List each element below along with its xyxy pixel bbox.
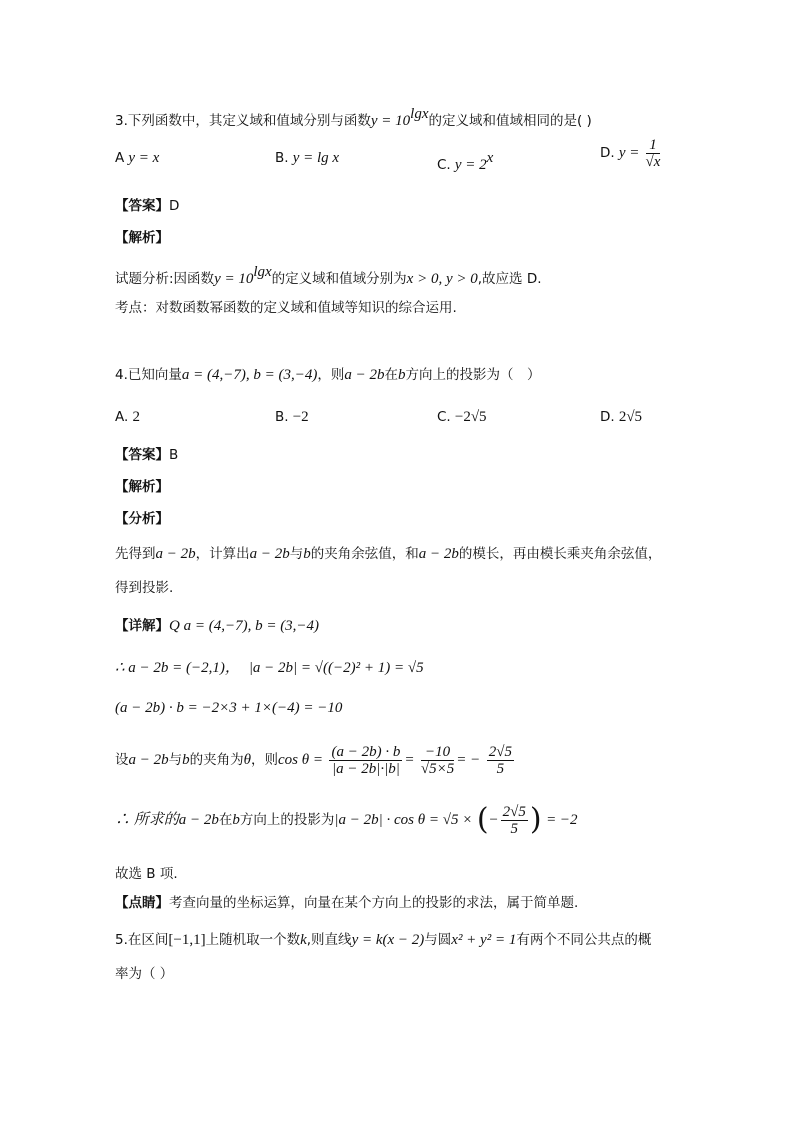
- q4-fenxi-tag: 【分析】: [115, 511, 169, 527]
- q4-detail-line2: ∴ a − 2b = (−2,1)， |a − 2b| = √((−2)² + 1) = √5: [115, 660, 424, 676]
- q4-detail-line3: (a − 2b) · b = −2×3 + 1×(−4) = −10: [115, 700, 343, 716]
- q4-cos-fraction-3: $\frac{2√5}{5}$: [488, 743, 512, 777]
- q3-answer: 【答案】D: [115, 198, 180, 214]
- q3-option-d: D. y = $\frac{1}{√x}$: [600, 137, 661, 170]
- q3-analysis-line2: 考点：对数函数幂函数的定义域和值域等知识的综合运用.: [115, 300, 457, 316]
- q4-answer: 【答案】B: [115, 447, 179, 463]
- q4-cos-fraction-1: $\frac{(a - 2b) \cdot b}{|a - 2b|\cdot|b|}$: [331, 743, 401, 777]
- q4-option-a: A. 2: [115, 409, 140, 425]
- q3-option-a: A y = x: [115, 150, 160, 166]
- q3-option-d-fraction: $\frac{1}{√x}$: [645, 137, 661, 170]
- q4-option-c: C. −2√5: [437, 409, 487, 425]
- q4-detail-line5: ∴ 所求的a − 2b在b方向上的投影为|a − 2b| · cos θ = √5 × (− $\frac{2√5}{5}$ ) = −2: [115, 802, 578, 837]
- q4-dianjing: 【点睛】考查向量的坐标运算，向量在某个方向上的投影的求法，属于简单题.: [115, 895, 579, 911]
- q4-right-paren: ): [529, 802, 542, 837]
- q5-stem-line1: 5.在区间[−1,1]上随机取一个数k,则直线y = k(x − 2)与圆x² + y² = 1有两个不同公共点的概: [115, 932, 652, 948]
- q3-analysis-line1: 试题分析:因函数$y = 10^{lgx}$的定义域和值域分别为x > 0, y > 0,故应选 D.: [115, 264, 542, 287]
- q4-conclusion: 故选 B 项.: [115, 866, 178, 882]
- q4-analysis-tag: 【解析】: [115, 479, 169, 495]
- q4-option-d: D. 2√5: [600, 409, 643, 425]
- q4-stem: 4.已知向量a = (4,−7), b = (3,−4)，则a − 2b在b方向上的投影为（ ）: [115, 367, 541, 383]
- q3-option-c: C. $y = 2^x$: [437, 150, 494, 173]
- q4-fenxi-line2: 得到投影.: [115, 580, 174, 596]
- q3-option-b: B. y = lg x: [275, 150, 340, 166]
- q4-left-paren: (: [476, 802, 489, 837]
- q3-analysis-tag: 【解析】: [115, 230, 169, 246]
- q5-stem-line2: 率为（ ）: [115, 966, 174, 982]
- q4-detail-line4: 设a − 2b与b的夹角为θ，则cos θ = $\frac{(a - 2b) \cdot b}{|a - 2b|\cdot|b|}$ = $\frac{-10}{√5\times 5}$ = − $\frac{2√5}{5}$: [115, 743, 512, 777]
- q4-detail-line1: 【详解】Q a = (4,−7), b = (3,−4): [115, 618, 320, 634]
- q4-fenxi-line1: 先得到a − 2b，计算出a − 2b与b的夹角余弦值，和a − 2b的模长，再由模长乘夹角余弦值，: [115, 546, 662, 562]
- q4-projection-fraction: $\frac{2√5}{5}$: [502, 803, 526, 837]
- q3-stem: 3.下列函数中，其定义域和值域分别与函数$y = 10^{lgx}$的定义域和值域相同的是( ): [115, 106, 592, 129]
- q4-cos-fraction-2: $\frac{-10}{√5\times 5}$: [420, 743, 455, 777]
- q4-option-b: B. −2: [275, 409, 309, 425]
